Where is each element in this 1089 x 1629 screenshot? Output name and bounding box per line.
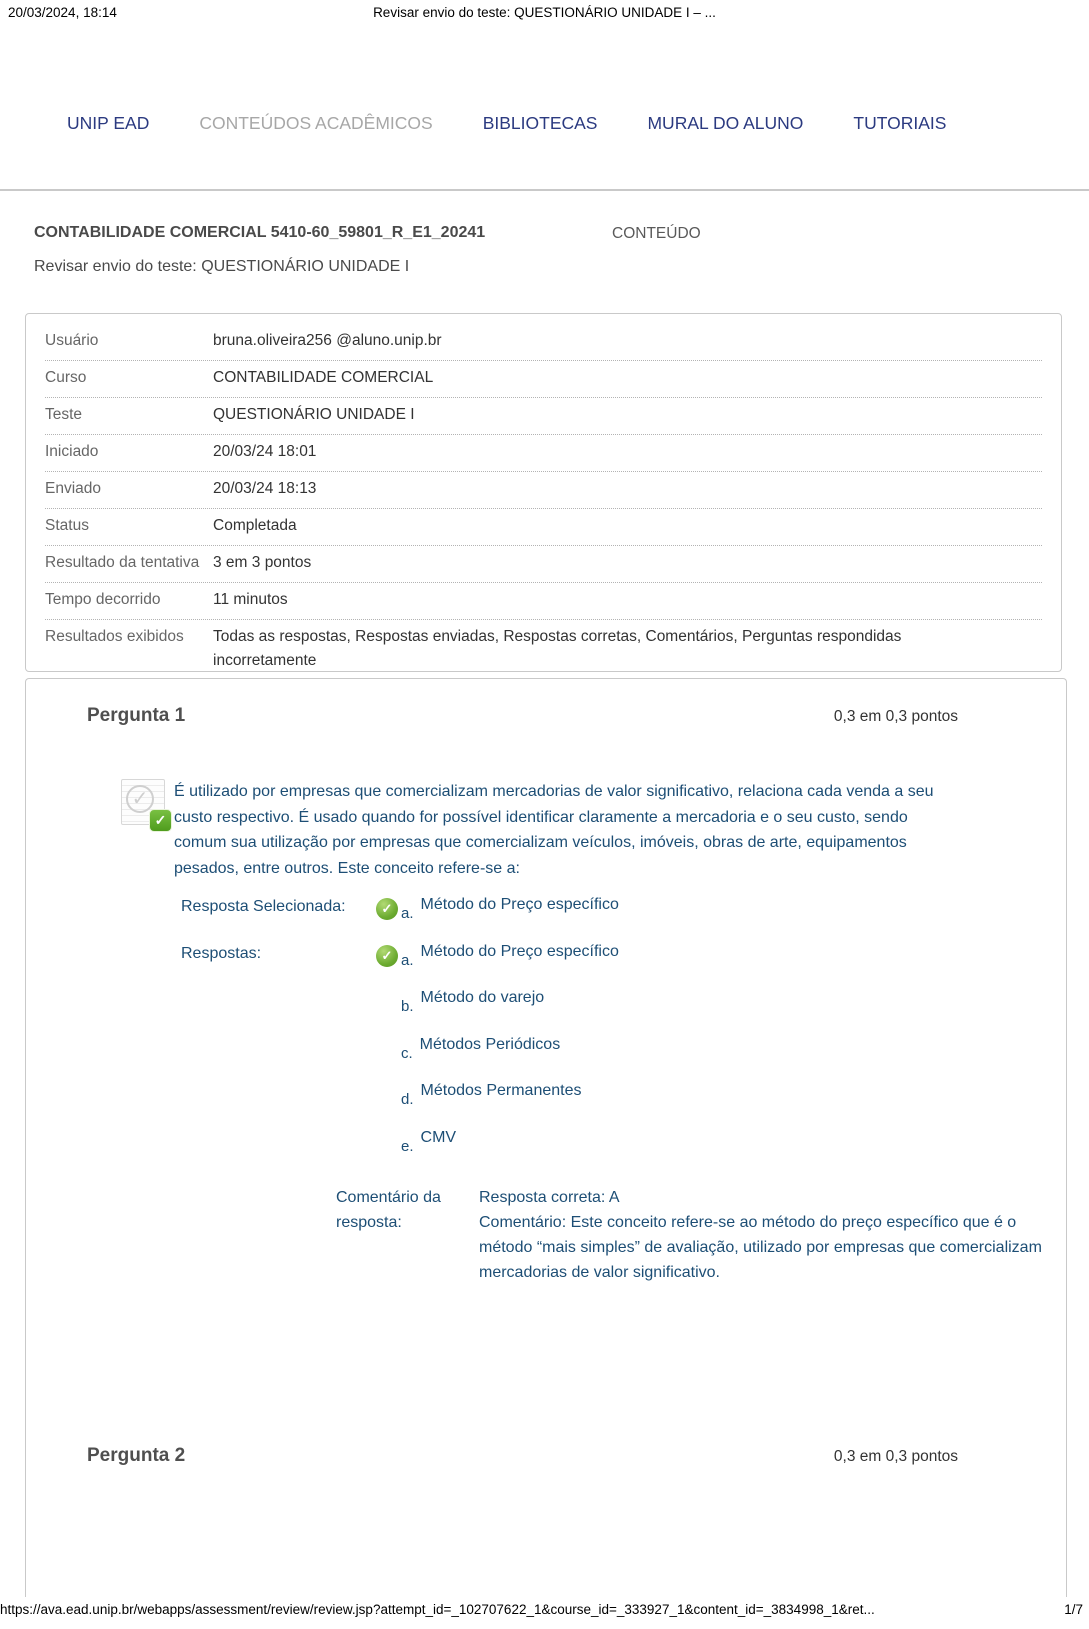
question2-points: 0,3 em 0,3 pontos — [833, 1448, 958, 1465]
summary-row-resultado — [45, 546, 1042, 583]
summary-row-tempo — [45, 583, 1042, 620]
content-breadcrumb[interactable]: CONTEÚDO — [612, 225, 701, 242]
question-correct-icon — [121, 779, 167, 829]
summary-value: bruna.oliveira256 @aluno.unip.br — [213, 332, 442, 349]
option-letter: e. — [401, 1137, 414, 1155]
print-footer-page-number: 1/7 — [1064, 1602, 1083, 1617]
option-letter: a. — [401, 905, 414, 922]
summary-value: Completada — [213, 517, 297, 534]
summary-value: Todas as respostas, Respostas enviadas, Respostas corretas, Comentários, Perguntas respondidas incorretamente — [213, 628, 902, 669]
summary-label: Resultados exibidos — [45, 628, 184, 645]
option-text: Método do Preço específico — [420, 942, 619, 960]
option-text: Métodos Permanentes — [420, 1082, 582, 1099]
option-text: CMV — [420, 1128, 457, 1146]
summary-row-usuario — [45, 324, 1042, 361]
check-spacer — [376, 1127, 401, 1128]
question2-header — [87, 1445, 958, 1467]
question1-points: 0,3 em 0,3 pontos — [833, 708, 958, 725]
summary-label: Resultado da tentativa — [45, 554, 200, 571]
summary-value: 3 em 3 pontos — [213, 554, 312, 571]
option-text: Métodos Periódicos — [419, 1035, 561, 1053]
correct-answer-line: Resposta correta: A — [479, 1189, 620, 1206]
option-c — [376, 1034, 1066, 1081]
check-spacer — [376, 1034, 401, 1035]
answer-feedback-row — [336, 1185, 1066, 1285]
correct-check-icon: ✓ — [376, 945, 398, 967]
top-nav — [67, 113, 946, 134]
question2-title: Pergunta 2 — [87, 1445, 186, 1466]
summary-label: Tempo decorrido — [45, 591, 161, 608]
nav-mural-do-aluno[interactable]: MURAL DO ALUNO — [647, 113, 804, 133]
summary-label: Curso — [45, 369, 87, 386]
option-a — [376, 941, 1066, 988]
summary-row-resultados-exibidos — [45, 620, 1042, 680]
question1-text: É utilizado por empresas que comercializam mercadorias de valor significativo, relaciona cada venda a seu custo respectivo. É usado quando for possível identificar claramente a mercadoria e o seu custo, sendo comum sua utilização por empresas que comercializam veículos, imóveis, obras de arte, equipamentos pesados, entre outros. Este conceito refere-se a: — [174, 783, 934, 877]
answers-label: Respostas: — [181, 944, 262, 962]
nav-bibliotecas[interactable]: BIBLIOTECAS — [482, 113, 598, 133]
all-answers-rows — [181, 941, 1066, 1174]
check-spacer — [376, 1080, 401, 1081]
question1-answers — [181, 894, 1066, 1285]
summary-label: Enviado — [45, 480, 102, 497]
option-b — [376, 987, 1066, 1034]
nav-tutoriais[interactable]: TUTORIAIS — [853, 113, 947, 133]
options-list — [376, 941, 1066, 1174]
feedback-comment: Comentário: Este conceito refere-se ao método do preço específico que é o método “mais simples” de avaliação, utilizado por empresas que comercializam mercadorias de valor significativo. — [479, 1214, 1042, 1281]
summary-row-curso — [45, 361, 1042, 398]
summary-label: Teste — [45, 406, 83, 423]
selected-answer-label: Resposta Selecionada: — [181, 898, 346, 915]
summary-label: Iniciado — [45, 443, 99, 460]
summary-value: QUESTIONÁRIO UNIDADE I — [213, 406, 415, 423]
course-code: CONTABILIDADE COMERCIAL 5410-60_59801_R_E1_20241 — [34, 224, 486, 241]
option-e — [376, 1127, 1066, 1174]
print-header — [0, 5, 1089, 23]
summary-value: 20/03/24 18:01 — [213, 443, 317, 460]
question1-header — [87, 705, 958, 727]
option-d — [376, 1080, 1066, 1127]
course-title-row — [34, 224, 1064, 242]
print-doc-title: Revisar envio do teste: QUESTIONÁRIO UNIDADE I – ... — [373, 5, 716, 20]
attempt-summary-table — [25, 313, 1062, 672]
question1-title: Pergunta 1 — [87, 705, 186, 726]
option-letter: c. — [401, 1044, 413, 1062]
summary-row-enviado — [45, 472, 1042, 509]
feedback-body — [479, 1185, 1066, 1285]
nav-unip-ead[interactable]: UNIP EAD — [67, 113, 150, 133]
selected-answer-row — [181, 894, 1066, 941]
option-letter: a. — [401, 951, 414, 969]
summary-value: 20/03/24 18:13 — [213, 480, 317, 497]
print-datetime: 20/03/2024, 18:14 — [8, 5, 117, 20]
green-check-badge-icon: ✓ — [149, 809, 172, 832]
summary-value: CONTABILIDADE COMERCIAL — [213, 369, 434, 386]
nav-divider — [0, 189, 1089, 191]
question-list-container — [25, 678, 1067, 1597]
check-spacer — [376, 987, 401, 988]
summary-row-teste — [45, 398, 1042, 435]
summary-row-status — [45, 509, 1042, 546]
circle-check-icon: ✓ — [126, 785, 154, 813]
question1-body — [121, 779, 1066, 881]
nav-conteudos-academicos[interactable]: CONTEÚDOS ACADÊMICOS — [199, 113, 433, 133]
page-subtitle: Revisar envio do teste: QUESTIONÁRIO UNIDADE I — [34, 258, 410, 275]
option-text: Método do Preço específico — [420, 896, 619, 913]
feedback-label: Comentário da resposta: — [336, 1189, 441, 1231]
summary-label: Usuário — [45, 332, 99, 349]
option-letter: b. — [401, 998, 414, 1015]
summary-row-iniciado — [45, 435, 1042, 472]
summary-label: Status — [45, 517, 89, 534]
option-text: Método do varejo — [420, 989, 545, 1006]
print-footer-url: https://ava.ead.unip.br/webapps/assessment/review/review.jsp?attempt_id=_102707622_1&course_id=_333927_1&content_id=_3834998_1&ret... — [0, 1602, 875, 1617]
summary-value: 11 minutos — [213, 591, 288, 608]
correct-check-icon: ✓ — [376, 898, 398, 920]
option-letter: d. — [401, 1091, 414, 1108]
selected-answer — [376, 894, 1066, 941]
print-footer — [0, 1600, 1089, 1620]
